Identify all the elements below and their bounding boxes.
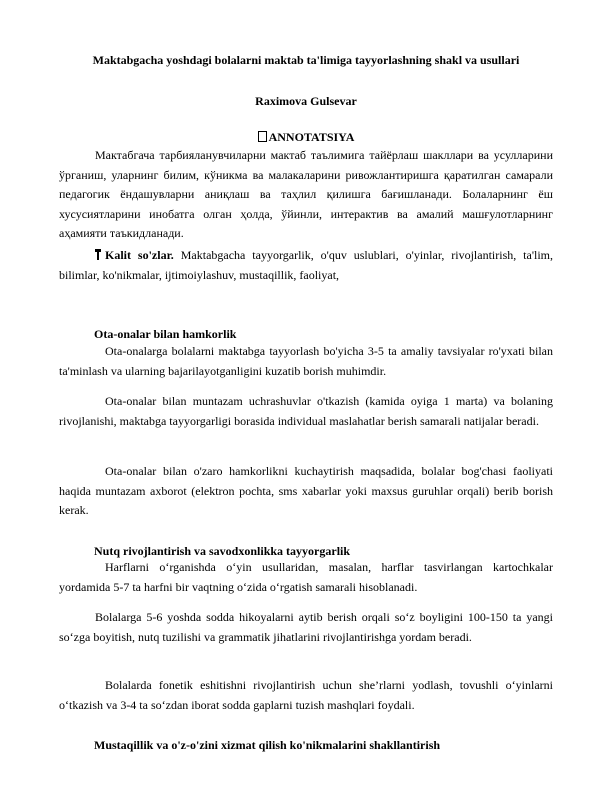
section1-paragraph-3: Ota-onalar bilan o'zaro hamkorlikni kuchaytirish maqsadida, bolalar bog'chasi faoliyati haqida muntazam axborot (elektron pochta, sms xabarlar yoki maxsus guruhlar orqali) berib borish kerak. xyxy=(59,464,553,517)
annotation-heading-text: ANNOTATSIYA xyxy=(268,130,355,144)
section2-paragraph-3: Bolalarda fonetik eshitishni rivojlantirish uchun she’rlarni yodlash, tovushli o‘yinlarni o‘tkazish va 3-4 ta so‘zdan iborat sodda gaplarni tuzish mashqlari foydali. xyxy=(59,678,553,712)
annotation-heading xyxy=(0,129,612,145)
section2-paragraph-2: Bolalarga 5-6 yoshda sodda hikoyalarni aytib berish orqali so‘z boyligini 100-150 ta yangi so‘zga boyitish, nutq tuzilishi va grammatik jihatlarini rivojlantirishga yordam beradi. xyxy=(59,610,553,644)
section-heading-independence: Mustaqillik va o'z-o'zini xizmat qilish ko'nikmalarini shakllantirish xyxy=(94,738,441,752)
key-icon xyxy=(95,249,101,260)
author-name: Raximova Gulsevar xyxy=(255,94,357,108)
checkbox-icon xyxy=(258,131,267,142)
keywords-text: Maktabgacha tayyorgarlik, o'quv uslublari, o'yinlar, rivojlantirish, ta'lim, bilimlar, ko'nikmalar, ijtimoiylashuv, mustaqillik, faoliyat, xyxy=(59,248,554,282)
section1-paragraph-1: Ota-onalarga bolalarni maktabga tayyorlash bo'yicha 3-5 ta amaliy tavsiyalar ro'yxati bilan ta'minlash va ularning bajarilayotganligini kuzatib borish muhimdir. xyxy=(59,344,553,378)
section-heading-parents: Ota-onalar bilan hamkorlik xyxy=(94,327,237,341)
annotation-text: Мактабгача тарбияланувчиларни мактаб таълимига тайёрлаш шакллари ва усулларини ўрганиш, уларнинг билим, кўникма ва малакаларини ривожлантиришга қаратилган самарали педагогик ёндашувларни аниқлаш ва таҳлил қилишга бағишланади. Болаларнинг ёш хусусиятларини инобатга олган ҳолда, ўйинли, интерактив ва амалий машғулотларнинг аҳамияти таъкидланади. xyxy=(59,148,553,240)
section1-paragraph-2: Ota-onalar bilan muntazam uchrashuvlar o'tkazish (kamida oyiga 1 marta) va bolaning rivojlanishi, maktabga tayyorgarligi borasida individual maslahatlar berish samarali natijalar beradi. xyxy=(59,394,553,428)
paper-title: Maktabgacha yoshdagi bolalarni maktab ta'limiga tayyorlashning shakl va usullari xyxy=(92,53,520,67)
section2-paragraph-1: Harflarni o‘rganishda o‘yin usullaridan, masalan, harflar tasvirlangan kartochkalar yordamida 5-7 ta harfni bir vaqtning o‘zida o‘rgatish samarali hisoblanadi. xyxy=(59,560,553,594)
keywords-label: Kalit so'zlar. xyxy=(105,248,174,262)
keywords xyxy=(59,246,553,285)
section-heading-speech: Nutq rivojlantirish va savodxonlikka tayyorgarlik xyxy=(94,544,351,558)
